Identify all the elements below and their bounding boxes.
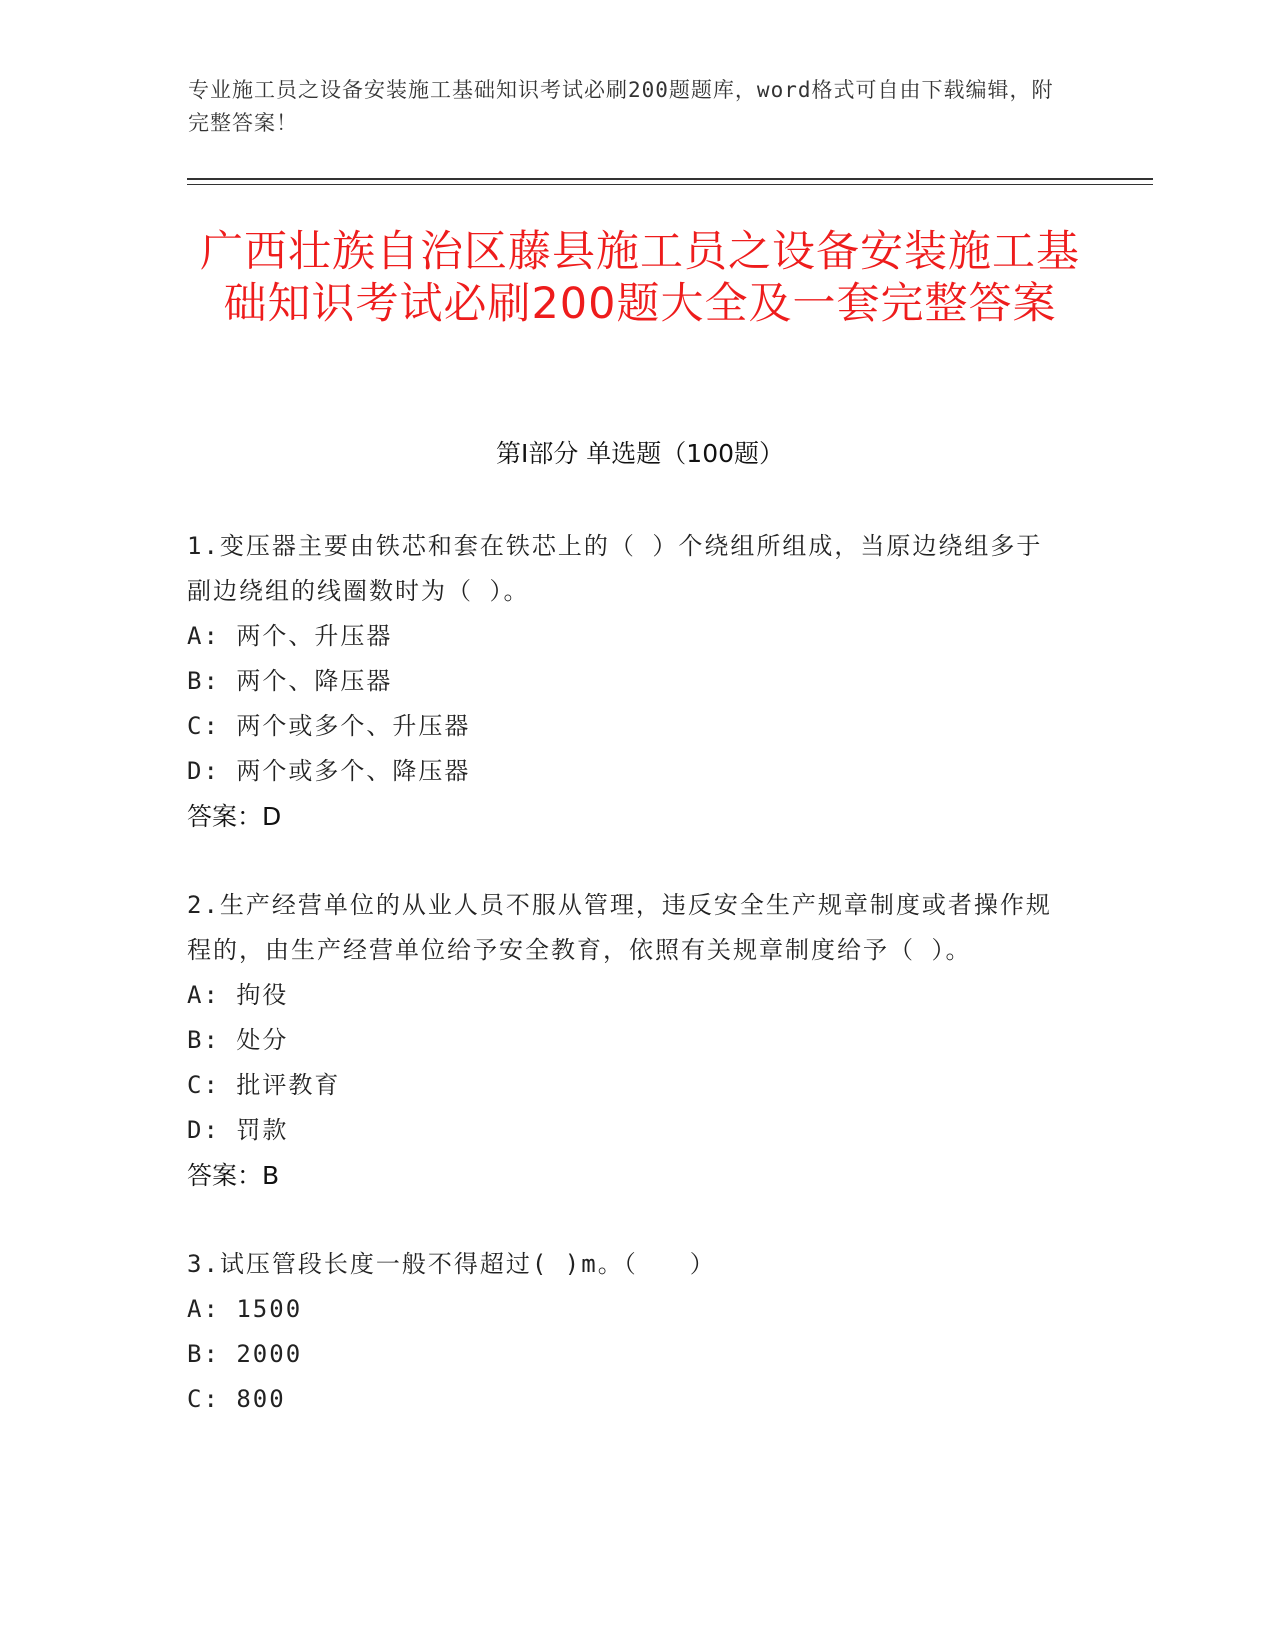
option-b: B: 2000 — [187, 1340, 303, 1368]
question-stem: 2.生产经营单位的从业人员不服从管理，违反安全生产规章制度或者操作规程的，由生产经营单位给予安全教育，依照有关规章制度给予（ ）。 — [187, 891, 1052, 964]
header-note: 专业施工员之设备安装施工基础知识考试必刷200题题库，word格式可自由下载编辑，附完整答案！ — [188, 78, 1054, 135]
answer: 答案：B — [187, 1161, 280, 1190]
question-stem: 3.试压管段长度一般不得超过( )m。（ ） — [187, 1250, 716, 1278]
option-c: C: 两个或多个、升压器 — [187, 712, 471, 740]
question-stem: 1.变压器主要由铁芯和套在铁芯上的（ ）个绕组所组成，当原边绕组多于副边绕组的线圈数时为（ ）。 — [187, 532, 1043, 605]
option-a: A: 两个、升压器 — [187, 622, 393, 650]
question-list — [187, 524, 1067, 1466]
question-3 — [187, 1242, 1067, 1422]
question-1 — [187, 524, 1067, 839]
document-title: 广西壮族自治区藤县施工员之设备安装施工基础知识考试必刷200题大全及一套完整答案 — [200, 227, 1080, 329]
option-a: A: 1500 — [187, 1295, 303, 1323]
header-rule-thick — [187, 178, 1153, 180]
option-d: D: 两个或多个、降压器 — [187, 757, 471, 785]
answer: 答案：D — [187, 802, 282, 831]
option-d: D: 罚款 — [187, 1116, 289, 1144]
option-c: C: 批评教育 — [187, 1071, 341, 1099]
option-c: C: 800 — [187, 1385, 286, 1413]
header-rule-thin — [187, 184, 1153, 185]
option-a: A: 拘役 — [187, 981, 289, 1009]
question-2 — [187, 883, 1067, 1198]
section-title: 第Ⅰ部分 单选题（100题） — [495, 439, 785, 468]
option-b: B: 处分 — [187, 1026, 289, 1054]
option-b: B: 两个、降压器 — [187, 667, 393, 695]
